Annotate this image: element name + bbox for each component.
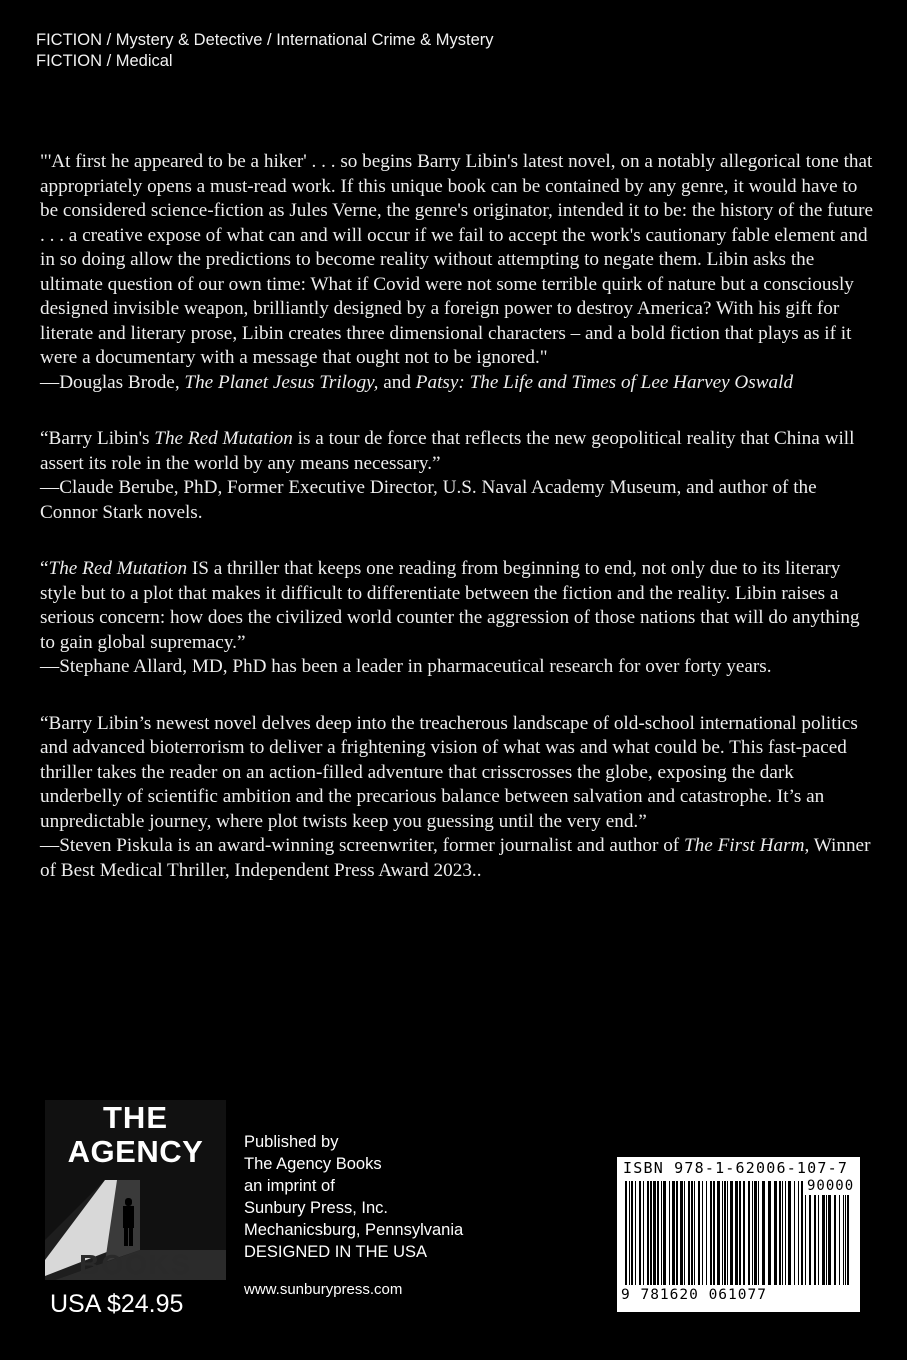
publisher-line: DESIGNED IN THE USA: [244, 1243, 428, 1261]
review-blurbs: [40, 150, 876, 915]
review-attribution: —Claude Berube, PhD, Former Executive Director, U.S. Naval Academy Museum, and author of the Connor Stark novels.: [40, 477, 817, 523]
review-quote: “Barry Libin’s newest novel delves deep into the treacherous landscape of old-school international politics and advanced bioterrorism to deliver a frightening vision of what was and what could be. This fast-paced thriller takes the reader on an action-filled adventure that crisscrosses the globe, exposing the dark underbelly of scientific ambition and the precarious balance between salvation and catastrophe. It’s an unpredictable journey, where plot twists keep you guessing until the very end.”: [40, 712, 858, 832]
isbn-text: ISBN 978-1-62006-107-7: [623, 1159, 849, 1177]
category-line: FICTION / Mystery & Detective / International Crime & Mystery: [36, 31, 494, 49]
barcode-bars-icon: [623, 1181, 855, 1285]
publisher-line: The Agency Books: [244, 1155, 382, 1173]
review-attribution: —Stephane Allard, MD, PhD has been a leader in pharmaceutical research for over forty years.: [40, 656, 772, 677]
barcode-digits: 9 781620 061077: [621, 1287, 767, 1303]
review-quote: “Barry Libin's The Red Mutation is a tour de force that reflects the new geopolitical reality that China will assert its role in the world by any means necessary.”: [40, 428, 855, 474]
review-blurb-allard: [40, 557, 876, 680]
review-attribution: —Douglas Brode, The Planet Jesus Trilogy, and Patsy: The Life and Times of Lee Harvey Oswald: [40, 371, 794, 393]
review-blurb-brode: [40, 150, 876, 395]
category-list: [36, 30, 494, 72]
review-blurb-piskula: [40, 712, 876, 884]
review-quote: “The Red Mutation IS a thriller that keeps one reading from beginning to end, not only due to its literary style but to a plot that makes it difficult to differentiate between the fiction and the reality. Libin raises a serious concern: how does the civilized world counter the aggression of those nations that will do anything to gain global supremacy.”: [40, 558, 860, 653]
publisher-website: www.sunburypress.com: [244, 1281, 403, 1298]
price-code: 90000: [807, 1178, 855, 1194]
category-line: FICTION / Medical: [36, 52, 173, 70]
agency-books-logo: [45, 1100, 226, 1280]
publisher-line: Sunbury Press, Inc.: [244, 1199, 388, 1217]
review-attribution: —Steven Piskula is an award-winning screenwriter, former journalist and author of The First Harm, Winner of Best Medical Thriller, Independent Press Award 2023..: [40, 835, 871, 881]
publisher-info: [244, 1131, 463, 1263]
review-quote: "'At first he appeared to be a hiker' . . . so begins Barry Libin's latest novel, on a notably allegorical tone that appropriately opens a must-read work. If this unique book can be contained by any genre, it would have to be considered science-fiction as Jules Verne, the genre's originator, intended it to be: the history of the future . . . a creative expose of what can and will occur if we fail to accept the work's cautionary fable element and in so doing allow the predictions to become reality without attempting to negate them. Libin asks the ultimate question of our own time: What if Covid were not some terrible quirk of nature but a consciously designed invisible weapon, brilliantly designed by a foreign power to destroy America? With his gift for literate and literary prose, Libin creates three dimensional characters – and a bold fiction that plays as if it were a documentary with a message that ought not to be ignored.": [40, 151, 873, 368]
publisher-line: Mechanicsburg, Pennsylvania: [244, 1221, 464, 1239]
publisher-line: an imprint of: [244, 1177, 335, 1195]
isbn-barcode: [617, 1157, 860, 1312]
publisher-line: Published by: [244, 1133, 339, 1151]
retail-price: USA $24.95: [50, 1290, 184, 1318]
logo-line-agency: AGENCY: [67, 1134, 204, 1169]
logo-line-the: THE: [103, 1100, 168, 1135]
logo-line-books: BOOKS: [79, 1249, 192, 1280]
review-blurb-berube: [40, 427, 876, 525]
